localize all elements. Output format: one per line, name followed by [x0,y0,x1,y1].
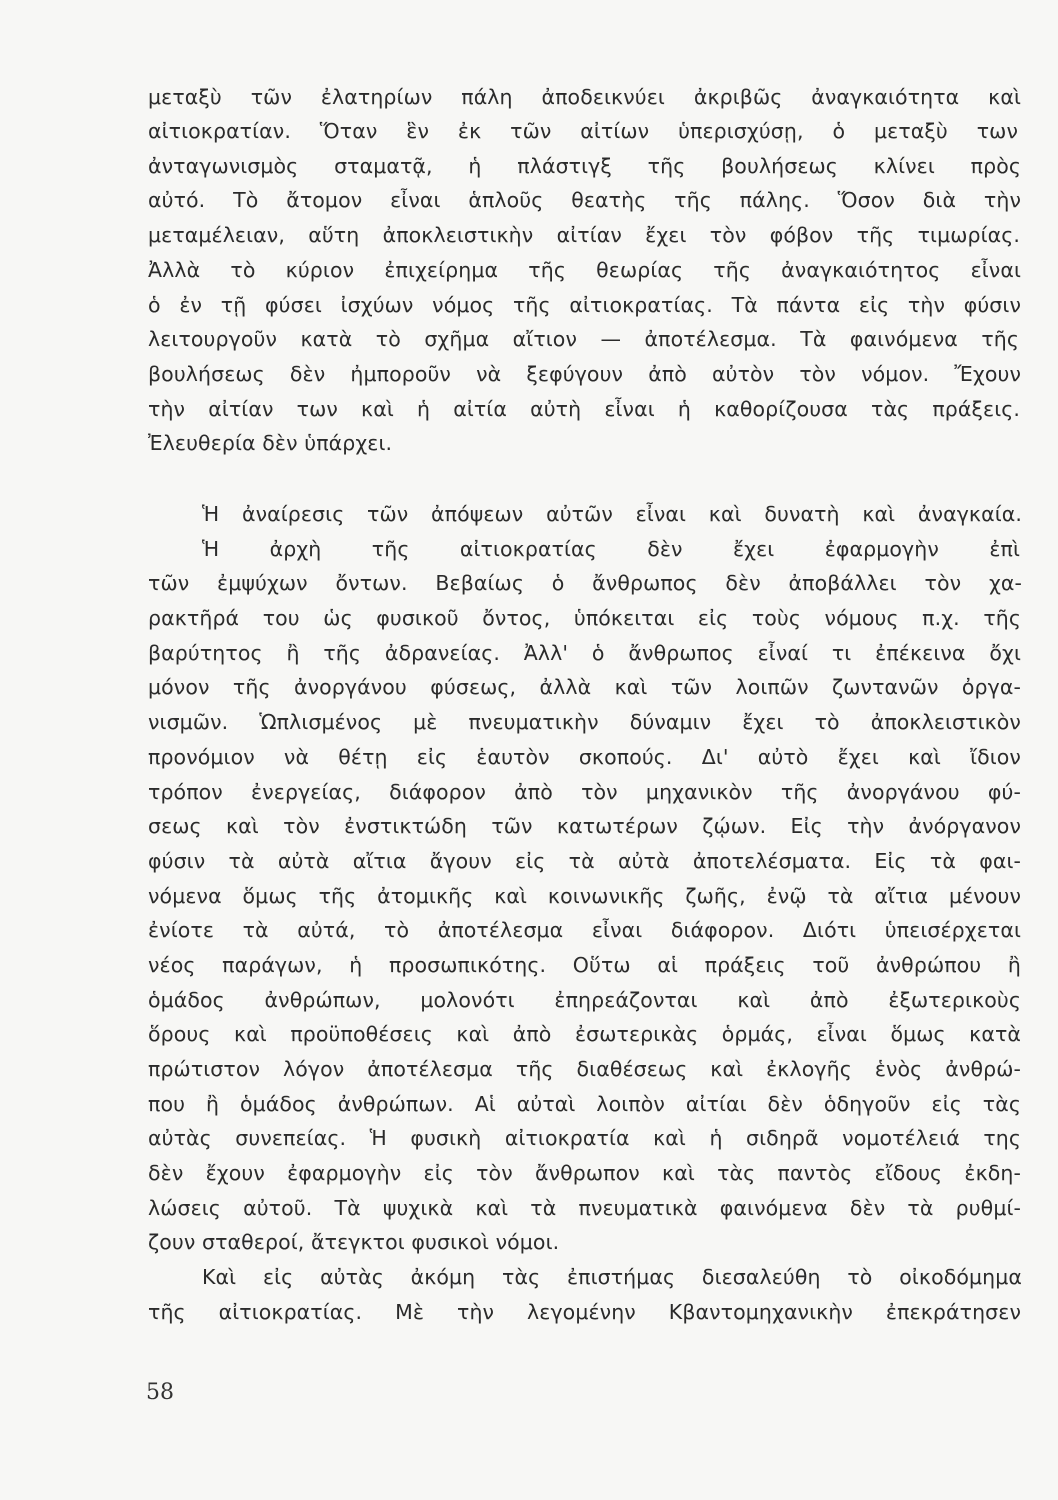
text-line: Ἡ ἀρχὴ τῆς αἰτιοκρατίας δὲν ἔχει ἐφαρμογὴν ἐπὶ [202,537,1020,561]
text-line: αὐτὰς συνεπείας. Ἡ φυσικὴ αἰτιοκρατία καὶ ἡ σιδηρᾶ νομοτέλειά της [148,1126,1021,1150]
text-line: μόνον τῆς ἀνοργάνου φύσεως, ἀλλὰ καὶ τῶν λοιπῶν ζωντανῶν ὀργα- [148,675,1021,699]
text-line: ὁμάδος ἀνθρώπων, μολονότι ἐπηρεάζονται καὶ ἀπὸ ἐξωτερικοὺς [148,988,1021,1012]
text-line: λώσεις αὐτοῦ. Τὰ ψυχικὰ καὶ τὰ πνευματικὰ φαινόμενα δὲν τὰ ρυθμί- [148,1196,1021,1220]
text-line: νισμῶν. Ὡπλισμένος μὲ πνευματικὴν δύναμιν ἔχει τὸ ἀποκλειστικὸν [148,710,1021,734]
text-line: τῆς αἰτιοκρατίας. Μὲ τὴν λεγομένην Κβαντομηχανικὴν ἐπεκράτησεν [148,1300,1021,1324]
text-line: ἀνταγωνισμὸς σταματᾷ, ἡ πλάστιγξ τῆς βουλήσεως κλίνει πρὸς [148,154,1021,178]
text-line: αἰτιοκρατίαν. Ὅταν ἓν ἐκ τῶν αἰτίων ὑπερισχύσῃ, ὁ μεταξὺ των [148,119,1018,143]
text-line: αὐτό. Τὸ ἄτομον εἶναι ἁπλοῦς θεατὴς τῆς πάλης. Ὅσον διὰ τὴν [148,188,1021,212]
text-line: σεως καὶ τὸν ἐνστικτώδη τῶν κατωτέρων ζῴων. Εἰς τὴν ἀνόργανον [148,814,1021,838]
text-line: που ἢ ὁμάδος ἀνθρώπων. Αἱ αὐταὶ λοιπὸν αἰτίαι δὲν ὁδηγοῦν εἰς τὰς [148,1092,1021,1116]
text-line: τὴν αἰτίαν των καὶ ἡ αἰτία αὐτὴ εἶναι ἡ καθορίζουσα τὰς πράξεις. [148,397,1020,421]
text-line: Καὶ εἰς αὐτὰς ἀκόμη τὰς ἐπιστήμας διεσαλεύθη τὸ οἰκοδόμημα [202,1265,1022,1289]
text-line: προνόμιον νὰ θέτῃ εἰς ἑαυτὸν σκοπούς. Δι' αὐτὸ ἔχει καὶ ἴδιον [148,745,1021,769]
text-line: νέος παράγων, ἡ προσωπικότης. Οὕτω αἱ πράξεις τοῦ ἀνθρώπου ἢ [148,953,1021,977]
text-line: ὅρους καὶ προϋποθέσεις καὶ ἀπὸ ἐσωτερικὰς ὁρμάς, εἶναι ὅμως κατὰ [148,1022,1021,1046]
text-line: ἐνίοτε τὰ αὐτά, τὸ ἀποτέλεσμα εἶναι διάφορον. Διότι ὑπεισέρχεται [148,918,1021,942]
text-line: νόμενα ὅμως τῆς ἀτομικῆς καὶ κοινωνικῆς ζωῆς, ἐνῷ τὰ αἴτια μένουν [148,884,1021,908]
text-line: βουλήσεως δὲν ἠμποροῦν νὰ ξεφύγουν ἀπὸ αὐτὸν τὸν νόμον. Ἔχουν [148,362,1021,386]
text-line: δὲν ἔχουν ἐφαρμογὴν εἰς τὸν ἄνθρωπον καὶ τὰς παντὸς εἴδους ἐκδη- [148,1161,1021,1185]
text-line: Ἐλευθερία δὲν ὑπάρχει. [148,431,393,455]
page-number: 58 [146,1380,174,1405]
text-line: τρόπον ἐνεργείας, διάφορον ἀπὸ τὸν μηχανικὸν τῆς ἀνοργάνου φύ- [148,780,1021,804]
text-line: Ἀλλὰ τὸ κύριον ἐπιχείρημα τῆς θεωρίας τῆς ἀναγκαιότητος εἶναι [148,258,1021,282]
text-line: λειτουργοῦν κατὰ τὸ σχῆμα αἴτιον — ἀποτέλεσμα. Τὰ φαινόμενα τῆς [148,327,1019,351]
text-line: Ἡ ἀναίρεσις τῶν ἀπόψεων αὐτῶν εἶναι καὶ δυνατὴ καὶ ἀναγκαία. [202,502,1022,526]
text-line: βαρύτητος ἢ τῆς ἀδρανείας. Ἀλλ' ὁ ἄνθρωπος εἶναί τι ἐπέκεινα ὄχι [148,641,1021,665]
text-line: ζουν σταθεροί, ἄτεγκτοι φυσικοὶ νόμοι. [148,1230,560,1254]
text-line: μεταμέλειαν, αὕτη ἀποκλειστικὴν αἰτίαν ἔχει τὸν φόβον τῆς τιμωρίας. [148,223,1020,247]
text-line: πρώτιστον λόγον ἀποτέλεσμα τῆς διαθέσεως καὶ ἐκλογῆς ἑνὸς ἀνθρώ- [148,1057,1021,1081]
text-line: ρακτῆρά του ὡς φυσικοῦ ὄντος, ὑπόκειται εἰς τοὺς νόμους π.χ. τῆς [148,606,1021,630]
text-line: ὁ ἐν τῇ φύσει ἰσχύων νόμος τῆς αἰτιοκρατίας. Τὰ πάντα εἰς τὴν φύσιν [148,293,1021,317]
text-line: μεταξὺ τῶν ἐλατηρίων πάλη ἀποδεικνύει ἀκριβῶς ἀναγκαιότητα καὶ [148,85,1021,109]
text-line: τῶν ἐμψύχων ὄντων. Βεβαίως ὁ ἄνθρωπος δὲν ἀποβάλλει τὸν χα- [148,571,1022,595]
text-line: φύσιν τὰ αὐτὰ αἴτια ἄγουν εἰς τὰ αὐτὰ ἀποτελέσματα. Εἰς τὰ φαι- [148,849,1021,873]
